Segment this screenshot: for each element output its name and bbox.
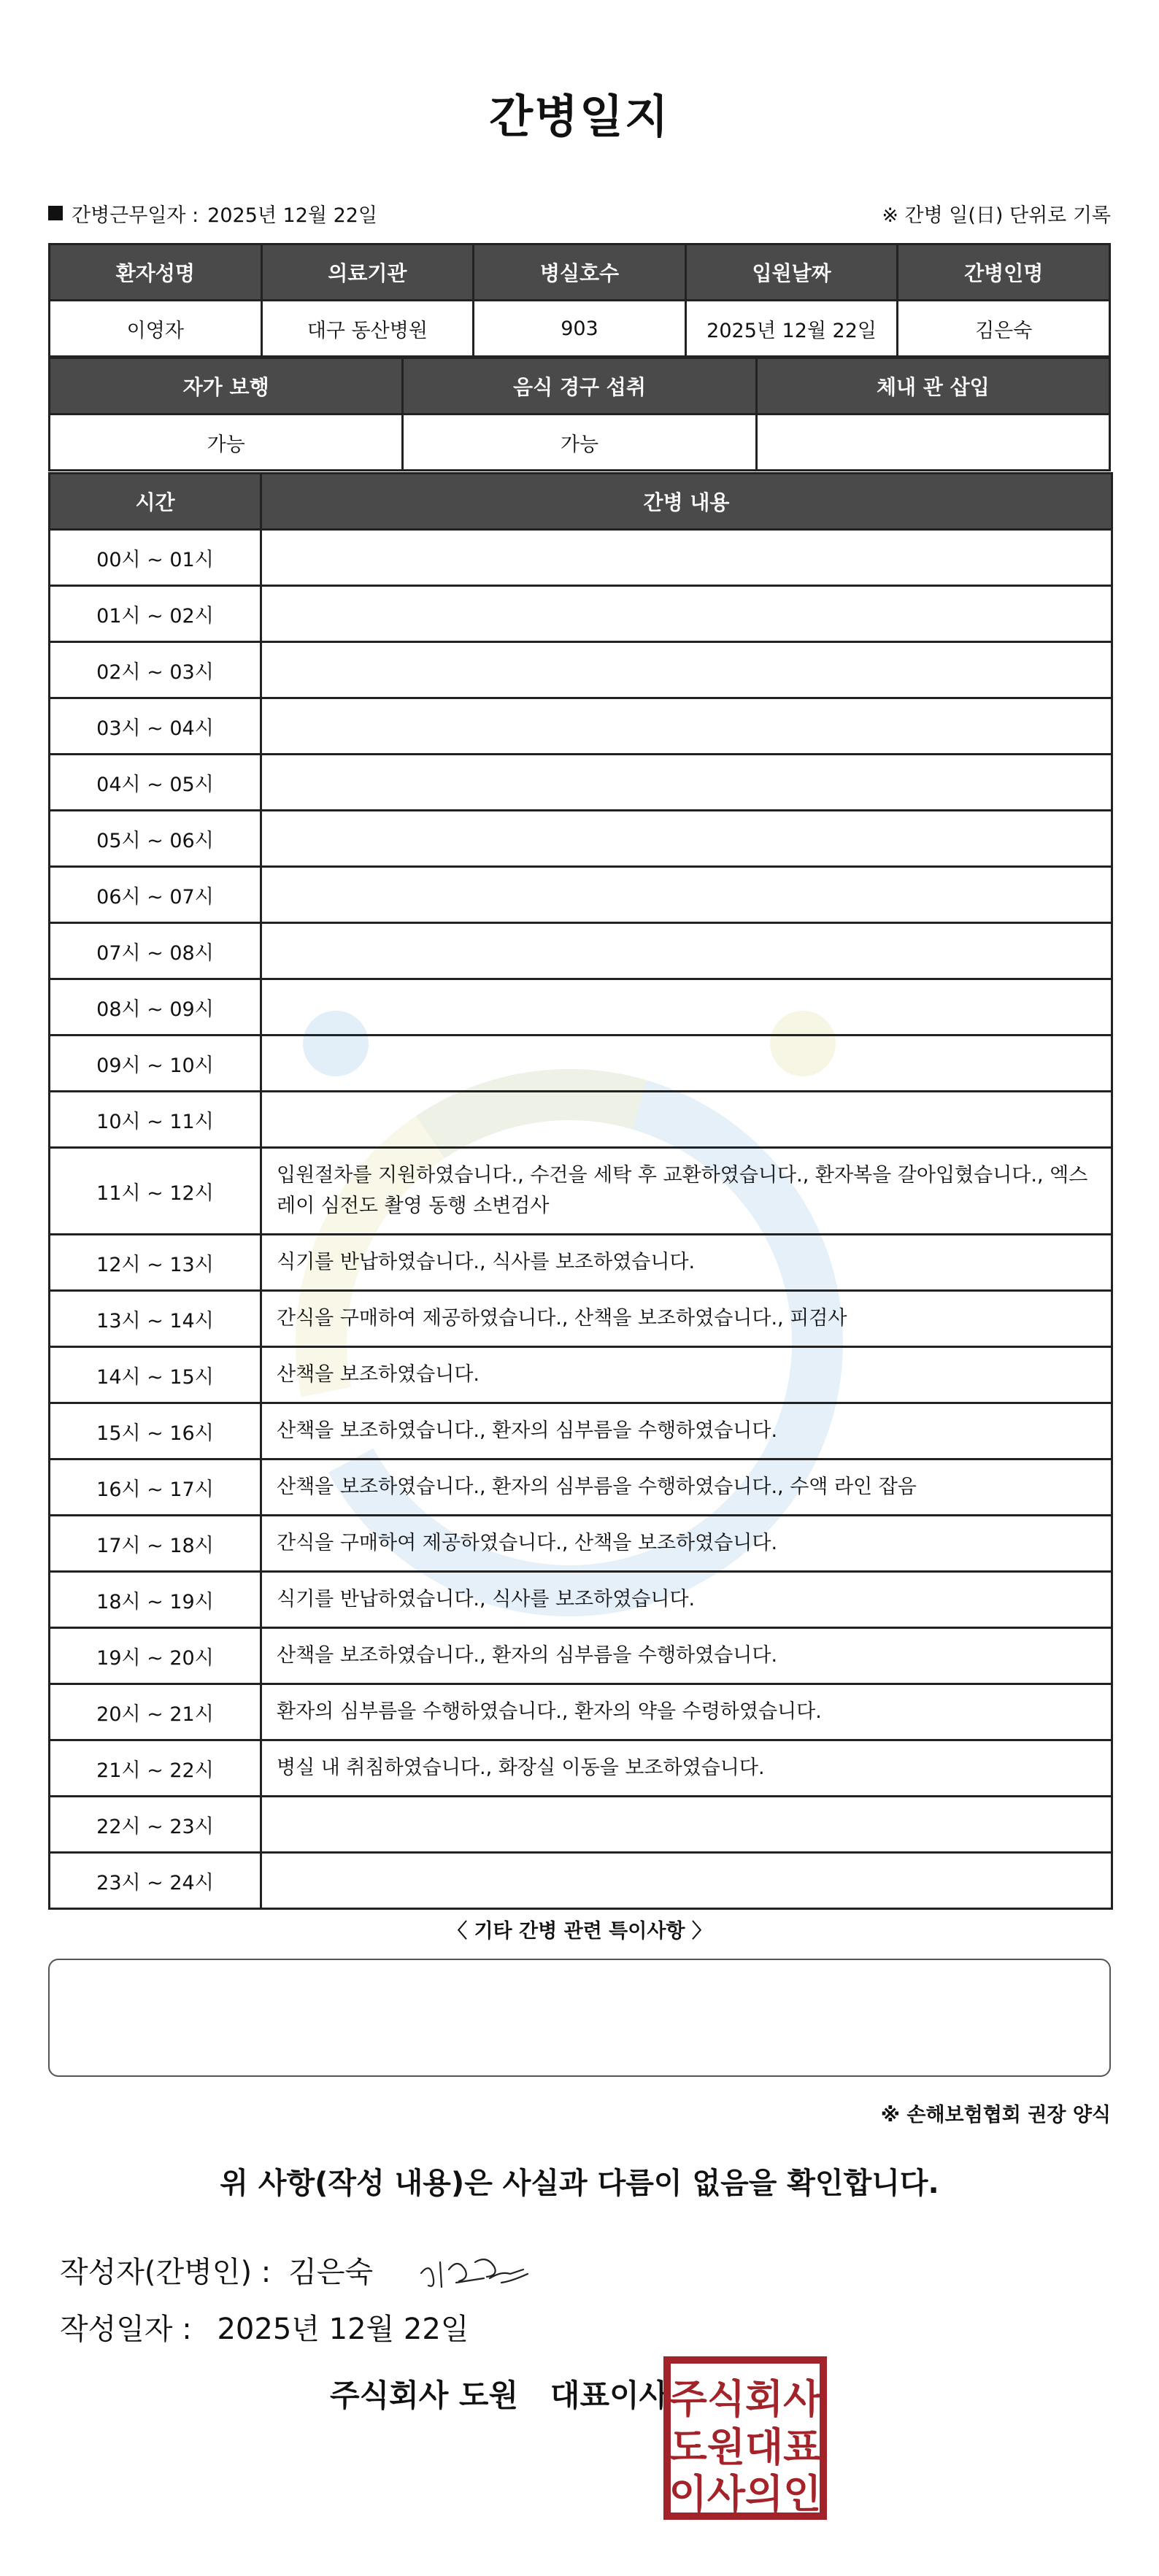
time-slot: 07시 ~ 08시 [50, 923, 261, 979]
care-content-cell: 병실 내 취침하였습니다., 화장실 이동을 보조하였습니다. [261, 1740, 1112, 1797]
time-slot: 15시 ~ 16시 [50, 1403, 261, 1459]
confirmation-statement: 위 사항(작성 내용)은 사실과 다름이 없음을 확인합니다. [220, 2167, 939, 2200]
patient-info-table [48, 243, 1111, 358]
time-slot: 08시 ~ 09시 [50, 979, 261, 1036]
writer-line [60, 2240, 538, 2299]
time-slot: 17시 ~ 18시 [50, 1516, 261, 1572]
time-slot: 02시 ~ 03시 [50, 642, 261, 698]
time-slot: 16시 ~ 17시 [50, 1459, 261, 1516]
care-content-cell [261, 867, 1112, 923]
room-number: 903 [474, 301, 686, 357]
care-content-cell: 환자의 심부름을 수행하였습니다., 환자의 약을 수령하였습니다. [261, 1684, 1112, 1740]
time-slot: 21시 ~ 22시 [50, 1740, 261, 1797]
time-slot: 11시 ~ 12시 [50, 1148, 261, 1235]
written-date-label: 작성일자 : [60, 2313, 192, 2346]
table-row [50, 586, 1112, 642]
time-slot: 04시 ~ 05시 [50, 755, 261, 811]
care-content-cell [261, 698, 1112, 755]
care-log-table [48, 472, 1113, 1910]
header-patient-name: 환자성명 [50, 244, 262, 301]
time-slot: 14시 ~ 15시 [50, 1347, 261, 1403]
caregiver-name: 김은숙 [898, 301, 1110, 357]
header-care-content: 간병 내용 [261, 474, 1112, 530]
time-slot: 01시 ~ 02시 [50, 586, 261, 642]
care-content-cell: 간식을 구매하여 제공하였습니다., 산책을 보조하였습니다., 피검사 [261, 1291, 1112, 1347]
table-row [50, 979, 1112, 1036]
care-content-cell [261, 923, 1112, 979]
care-content-cell: 간식을 구매하여 제공하였습니다., 산책을 보조하였습니다. [261, 1516, 1112, 1572]
page-title: 간병일지 [489, 90, 670, 143]
header-oral-intake: 음식 경구 섭취 [403, 358, 756, 414]
table-row [50, 1347, 1112, 1403]
table-row [50, 867, 1112, 923]
handwritten-signature [414, 2240, 538, 2299]
notes-box [48, 1959, 1111, 2077]
care-content-cell: 산책을 보조하였습니다., 환자의 심부름을 수행하였습니다. [261, 1403, 1112, 1459]
writer-name: 김은숙 [288, 2255, 374, 2289]
header-hospital: 의료기관 [261, 244, 474, 301]
table-row [50, 1459, 1112, 1516]
time-slot: 09시 ~ 10시 [50, 1036, 261, 1092]
table-row [50, 1572, 1112, 1628]
header-time: 시간 [50, 474, 261, 530]
table-row [50, 1684, 1112, 1740]
header-tube: 체내 관 삽입 [756, 358, 1109, 414]
care-content-cell [261, 1797, 1112, 1853]
care-content-cell [261, 1853, 1112, 1909]
notes-title: 〈 기타 간병 관련 특이사항 〉 [447, 1920, 712, 1943]
table-row [50, 642, 1112, 698]
time-slot: 23시 ~ 24시 [50, 1853, 261, 1909]
care-log-body [50, 530, 1112, 1909]
time-slot: 18시 ~ 19시 [50, 1572, 261, 1628]
table-row [50, 1148, 1112, 1235]
header-room: 병실호수 [474, 244, 686, 301]
oral-intake-status: 가능 [403, 414, 756, 471]
table-row [50, 1291, 1112, 1347]
care-content-cell [261, 1092, 1112, 1148]
written-date-value: 2025년 12월 22일 [217, 2313, 469, 2346]
care-content-cell: 산책을 보조하였습니다., 환자의 심부름을 수행하였습니다., 수액 라인 잡음 [261, 1459, 1112, 1516]
work-date [48, 199, 377, 228]
care-content-cell [261, 530, 1112, 586]
tube-status [756, 414, 1109, 471]
walking-status: 가능 [50, 414, 403, 471]
care-content-cell: 산책을 보조하였습니다. [261, 1347, 1112, 1403]
time-slot: 22시 ~ 23시 [50, 1797, 261, 1853]
time-slot: 06시 ~ 07시 [50, 867, 261, 923]
table-row [50, 1797, 1112, 1853]
header-admission-date: 입원날짜 [685, 244, 898, 301]
table-row [50, 1235, 1112, 1291]
patient-status-table [48, 357, 1111, 471]
svg-text:이사의인: 이사의인 [669, 2471, 822, 2517]
care-content-cell [261, 755, 1112, 811]
table-row [50, 755, 1112, 811]
table-row [50, 1092, 1112, 1148]
time-slot: 10시 ~ 11시 [50, 1092, 261, 1148]
care-content-cell [261, 586, 1112, 642]
table-row [50, 698, 1112, 755]
written-date-line [60, 2306, 469, 2348]
time-slot: 13시 ~ 14시 [50, 1291, 261, 1347]
table-row [50, 530, 1112, 586]
company-seal-stamp [663, 2356, 828, 2521]
time-slot: 03시 ~ 04시 [50, 698, 261, 755]
table-row [50, 1403, 1112, 1459]
table-row [50, 1628, 1112, 1684]
table-row [50, 811, 1112, 867]
table-row [50, 1740, 1112, 1797]
hospital: 대구 동산병원 [261, 301, 474, 357]
time-slot: 05시 ~ 06시 [50, 811, 261, 867]
patient-name: 이영자 [50, 301, 262, 357]
care-content-cell [261, 1036, 1112, 1092]
care-content-cell [261, 642, 1112, 698]
svg-text:주식회사: 주식회사 [669, 2376, 822, 2422]
work-date-label: 간병근무일자 : [72, 204, 199, 227]
square-bullet-icon [48, 206, 63, 220]
header-walking: 자가 보행 [50, 358, 403, 414]
table-row [50, 1036, 1112, 1092]
record-unit-note: ※ 간병 일(日) 단위로 기록 [882, 204, 1111, 227]
time-slot: 19시 ~ 20시 [50, 1628, 261, 1684]
table-row [50, 923, 1112, 979]
writer-label: 작성자(간병인) : [60, 2255, 272, 2289]
care-content-cell: 식기를 반납하였습니다., 식사를 보조하였습니다. [261, 1572, 1112, 1628]
time-slot: 00시 ~ 01시 [50, 530, 261, 586]
company-representative: 주식회사 도원 대표이사 [330, 2378, 669, 2413]
care-content-cell [261, 811, 1112, 867]
care-content-cell: 산책을 보조하였습니다., 환자의 심부름을 수행하였습니다. [261, 1628, 1112, 1684]
care-content-cell [261, 979, 1112, 1036]
meta-row [48, 198, 1111, 228]
work-date-value: 2025년 12월 22일 [207, 204, 378, 227]
svg-text:도원대표: 도원대표 [669, 2424, 822, 2470]
time-slot: 20시 ~ 21시 [50, 1684, 261, 1740]
care-content-cell: 식기를 반납하였습니다., 식사를 보조하였습니다. [261, 1235, 1112, 1291]
care-content-cell: 입원절차를 지원하였습니다., 수건을 세탁 후 교환하였습니다., 환자복을 갈아입혔습니다., 엑스레이 심전도 촬영 동행 소변검사 [261, 1148, 1112, 1235]
table-row [50, 1516, 1112, 1572]
table-row [50, 1853, 1112, 1909]
header-caregiver: 간병인명 [898, 244, 1110, 301]
admission-date: 2025년 12월 22일 [685, 301, 898, 357]
time-slot: 12시 ~ 13시 [50, 1235, 261, 1291]
recommended-form-note: ※ 손해보험협회 권장 양식 [880, 2104, 1111, 2126]
